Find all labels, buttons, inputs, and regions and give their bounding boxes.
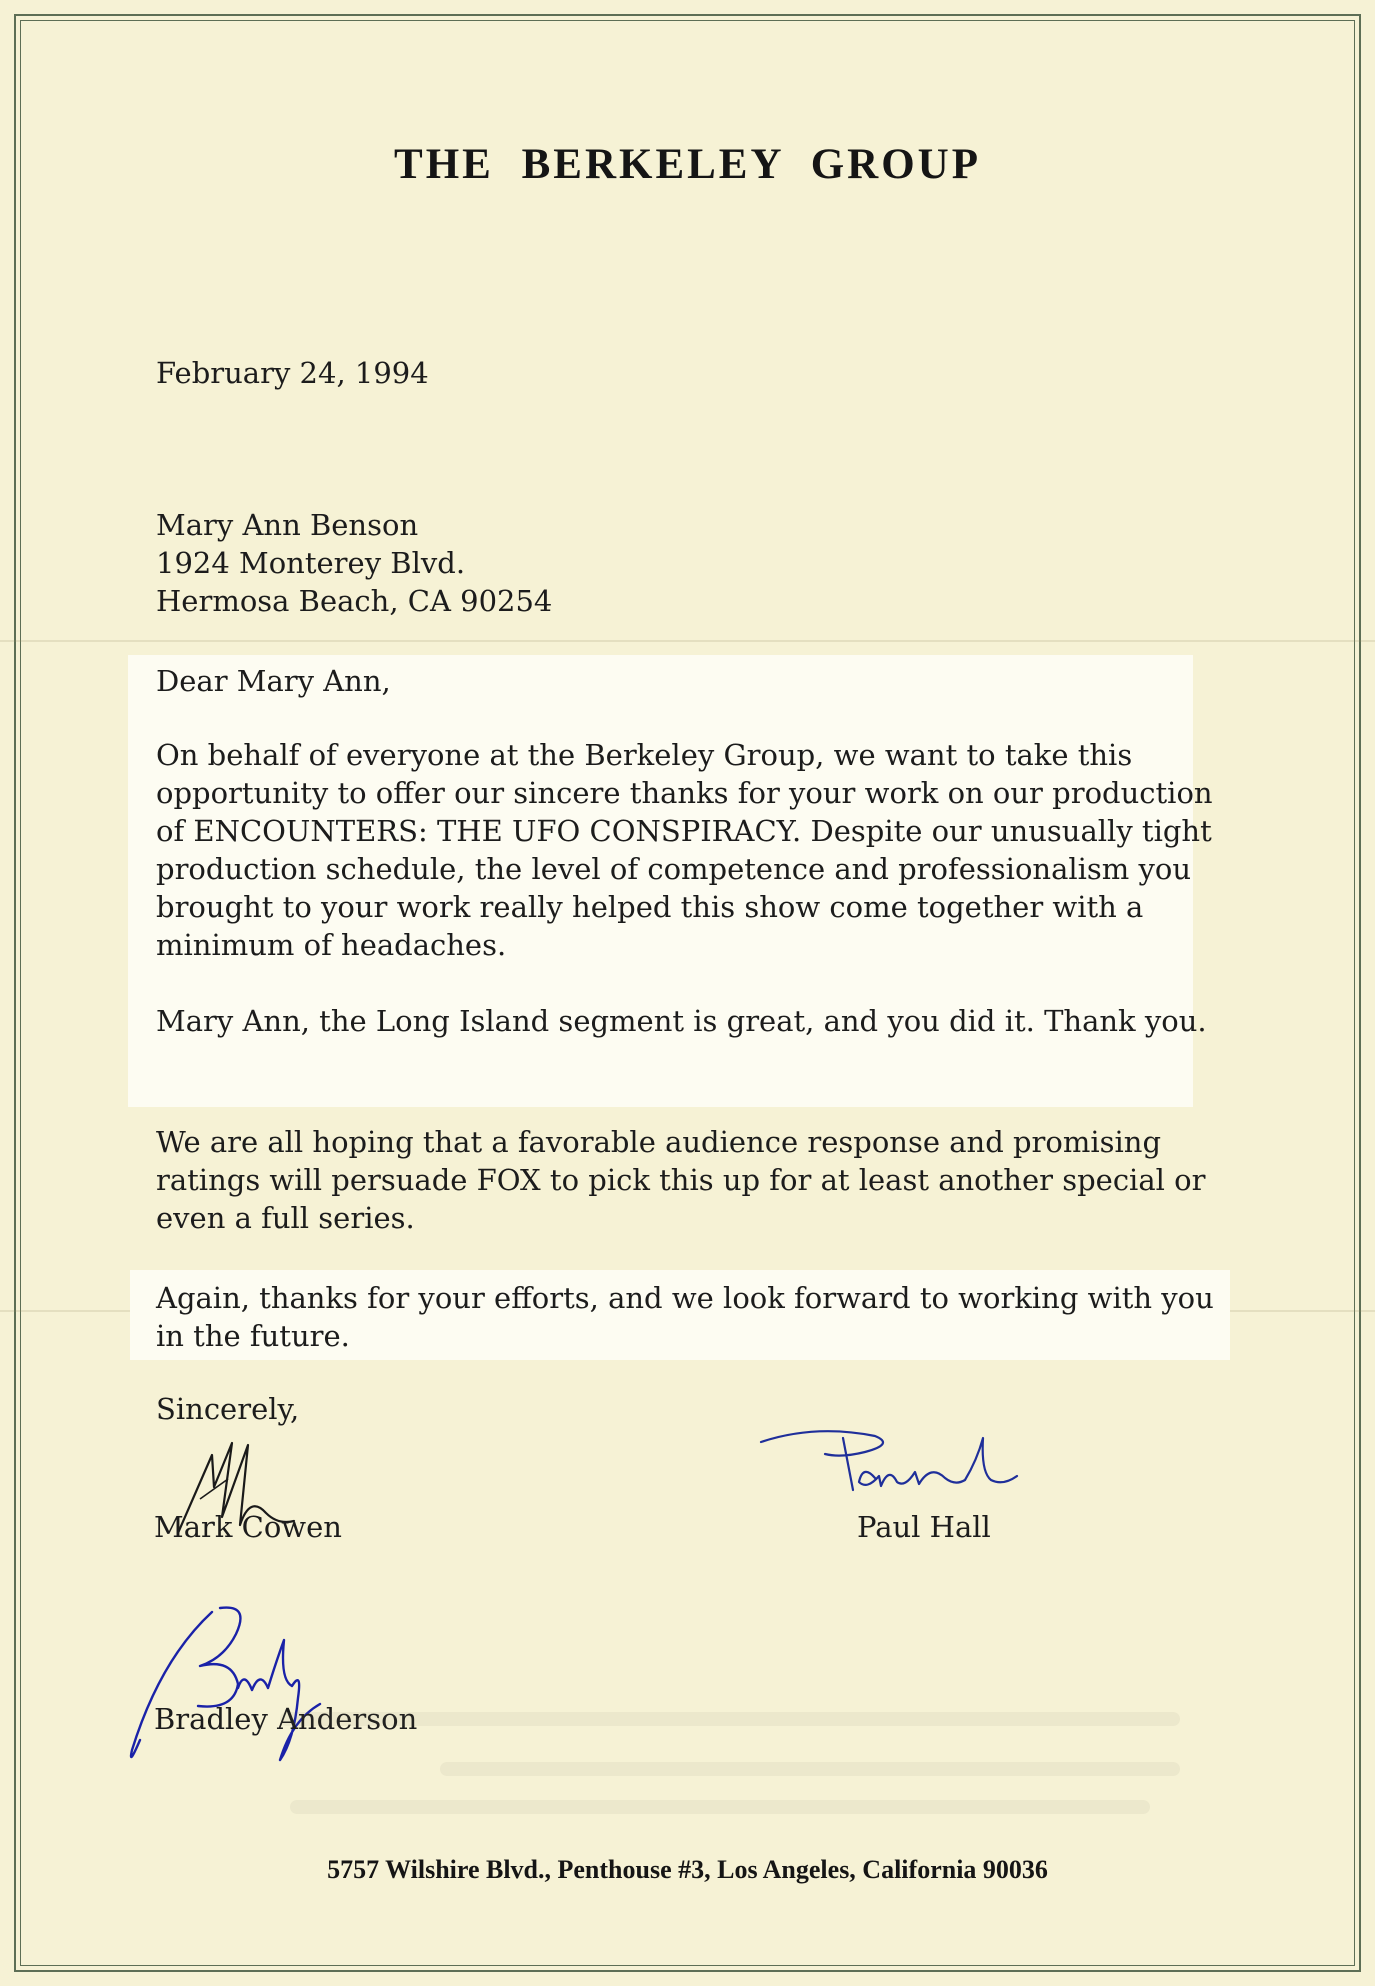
fold-line [0,640,1375,642]
recipient-city: Hermosa Beach, CA 90254 [156,584,553,618]
signature-bradley-anderson [120,1600,340,1775]
salutation: Dear Mary Ann, [156,664,391,698]
signatory-name: Paul Hall [857,1510,991,1544]
recipient-address [156,506,552,620]
body-paragraph: Again, thanks for your efforts, and we look forward to working with you in the future. [156,1281,1214,1353]
bleed-through-shadow [280,1712,1180,1726]
letter-date: February 24, 1994 [156,356,429,390]
body-paragraph: On behalf of everyone at the Berkeley Group, we want to take this opportunity to offer our sincere thanks for your work on our production of ENCOUNTERS: THE UFO CONSPIRACY. Despite our unusually tight production schedule, the level of competence and professionalism you brought to your work really helped this show come together with a minimum of headaches. [156,738,1213,962]
footer-address: 5757 Wilshire Blvd., Penthouse #3, Los Angeles, California 90036 [327,1855,1048,1884]
recipient-name: Mary Ann Benson [156,508,419,542]
bleed-through-shadow [440,1762,1180,1776]
bleed-through-shadow [290,1800,1150,1814]
signatory-name: Bradley Anderson [154,1702,418,1736]
body-paragraph: Mary Ann, the Long Island segment is great, and you did it. Thank you. [156,1004,1207,1038]
recipient-street: 1924 Monterey Blvd. [156,546,466,580]
body-paragraph: We are all hoping that a favorable audience response and promising ratings will persuade FOX to pick this up for at least another special or even a full series. [156,1125,1206,1235]
letterhead-title: THE BERKELEY GROUP [394,141,981,188]
signatory-name: Mark Cowen [154,1510,342,1544]
closing: Sincerely, [156,1392,300,1426]
signature-paul-hall [755,1420,1035,1505]
